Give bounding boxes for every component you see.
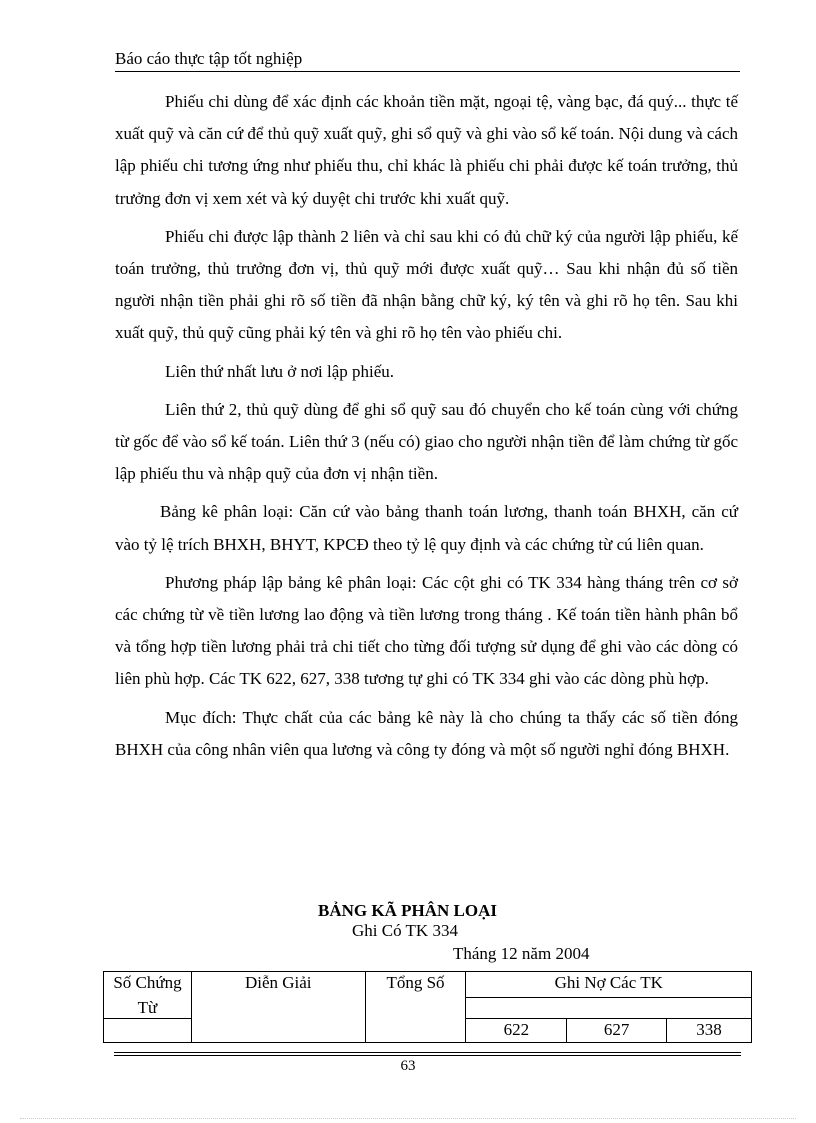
table-header-row [104,972,752,998]
table-subtitle: Ghi Có TK 334 [352,921,458,940]
account-622: 622 [466,1019,567,1043]
header-spacer [466,997,752,1018]
page-number: 63 [400,1058,416,1074]
paragraph-second-copy: Liên thứ 2, thủ quỹ dùng để ghi sổ quỹ sau đó chuyển cho kế toán cùng với chứng từ gốc để vào sổ kế toán. Liên thứ 3 (nếu có) giao cho người nhận tiền để làm chứng từ gốc lập phiếu thu và nhập quỹ của đơn vị nhận tiền. [115,399,738,484]
header-description: Diễn Giải [191,972,365,1043]
paragraph-method: Phương pháp lập bảng kê phân loại: Các cột ghi có TK 334 hàng tháng trên cơ sở các chứng từ về tiền lương lao động và tiền lương trong tháng . Kế toán tiền hành phân bổ và tổng hợp tiền lương phải trả chi tiết cho từng đối tượng sử dụng để ghi vào các dòng có liên phù hợp. Các TK 622, 627, 338 tương tự ghi có TK 334 ghi vào các dòng phù hợp. [115,572,738,689]
page-header: Báo cáo thực tập tốt nghiệp [115,48,740,72]
table-title: BẢNG KÃ PHÂN LOẠI [318,901,497,920]
voucher-empty-cell [104,1019,192,1043]
table-month: Tháng 12 năm 2004 [453,944,590,963]
header-total: Tổng Số [365,972,466,1043]
paragraph-payment-voucher: Phiếu chi dùng để xác định các khoản tiền mặt, ngoại tệ, vàng bạc, đá quý... thực tế xuất quỹ và căn cứ để thủ quỹ xuất quỹ, ghi sổ quỹ và ghi vào sổ kế toán. Nội dung và cách lập phiếu chi tương ứng như phiếu thu, chỉ khác là phiếu chi phải được kế toán trưởng, thủ trưởng đơn vị xem xét và ký duyệt chi trước khi xuất quỹ. [115,92,738,208]
account-338: 338 [667,1019,752,1043]
paragraph-first-copy: Liên thứ nhất lưu ở nơi lập phiếu. [165,361,395,381]
paragraph-two-copies: Phiếu chi được lập thành 2 liên và chỉ sau khi có đủ chữ ký của người lập phiếu, kế toán trưởng, thủ trưởng đơn vị, thủ quỹ mới được xuất quỹ… Sau khi nhận đủ số tiền người nhận tiền phải ghi rõ số tiền đã nhận bằng chữ ký, ký tên và ghi rõ họ tên. Sau khi xuất quỹ, thủ quỹ cũng phải ký tên và ghi rõ họ tên vào phiếu chi. [115,226,738,343]
classification-table [103,971,752,1043]
paragraph-classification-list: Bảng kê phân loại: Căn cứ vào bảng thanh toán lương, thanh toán BHXH, căn cứ vào tỷ lệ trích BHXH, BHYT, KPCĐ theo tỷ lệ quy định và các chứng từ cú liên quan. [115,502,738,554]
account-627: 627 [567,1019,667,1043]
header-voucher-line2: Từ [137,998,158,1017]
footer-rule-top [114,1052,741,1053]
header-debit-accounts: Ghi Nợ Các TK [466,972,752,998]
header-voucher [104,972,192,1019]
body-text [115,86,738,766]
footer-rule-bottom [114,1055,741,1056]
paragraph-purpose: Mục đích: Thực chất của các bảng kê này là cho chúng ta thấy các số tiền đóng BHXH của công nhân viên qua lương và công ty đóng và một số người nghỉ đóng BHXH. [115,707,738,759]
page-boundary [20,1118,796,1119]
header-voucher-line1: Số Chứng [113,973,182,992]
